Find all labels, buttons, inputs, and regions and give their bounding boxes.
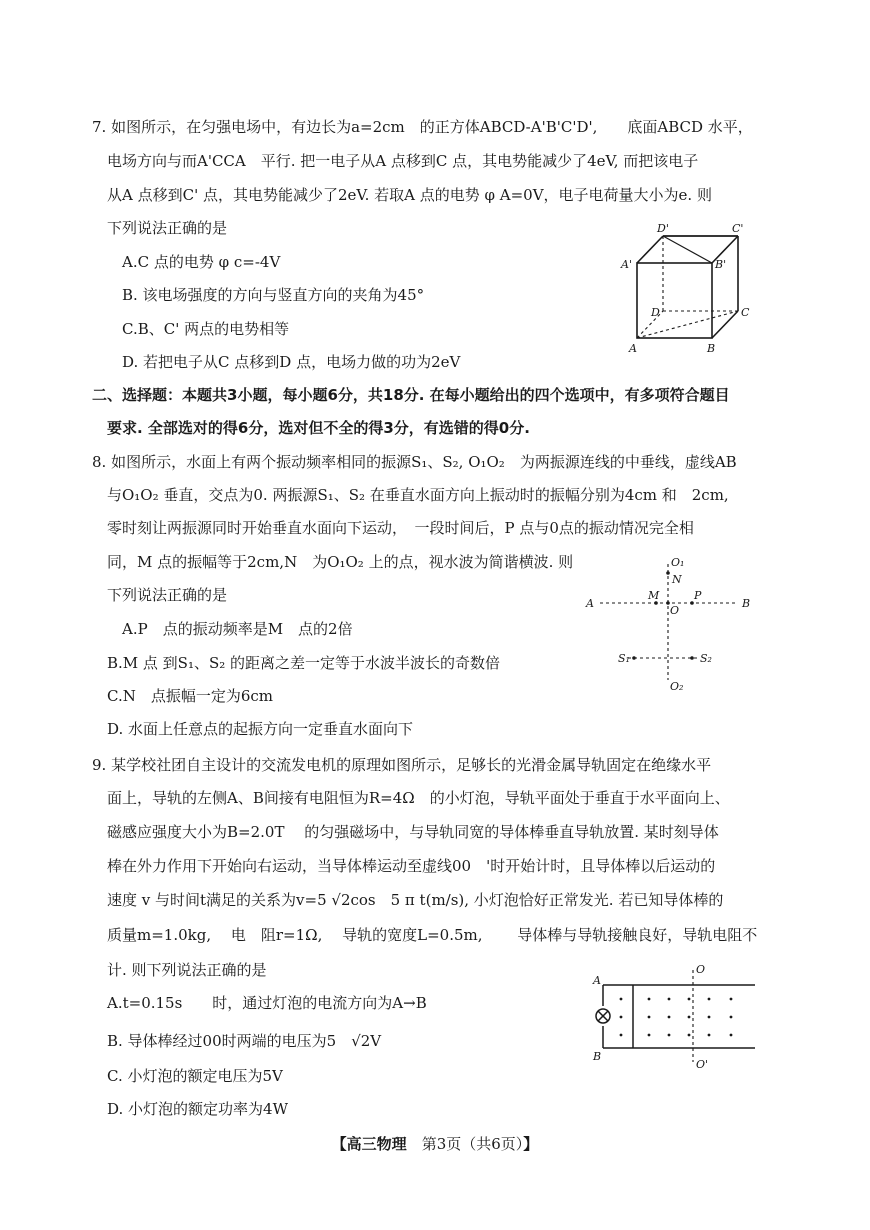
generator-figure — [585, 962, 760, 1072]
q7-line-4: 下列说法正确的是 — [107, 219, 228, 237]
q9-option-c: C. 小灯泡的额定电压为5V — [107, 1067, 283, 1085]
q9-line-5: 速度 v 与时间t满足的关系为v=5 √2cos 5 π t(m/s), 小灯泡恰好正常发光. 若已知导体棒的 — [107, 891, 724, 909]
cube-label-b-prime: B' — [715, 258, 727, 271]
wave-source-figure — [580, 552, 760, 697]
q9-option-b: B. 导体棒经过00时两端的电压为5 √2V — [107, 1032, 382, 1050]
cube-label-a: A — [629, 342, 637, 355]
q8-option-c: C.N 点振幅一定为6cm — [107, 687, 274, 705]
q9-option-d: D. 小灯泡的额定功率为4W — [107, 1100, 288, 1118]
q7-line-3: 从A 点移到C' 点，其电势能减少了2eV. 若取A 点的电势 φ A=0V，电子电荷量大小为e. 则 — [107, 186, 712, 204]
q8-line-3: 零时刻让两振源同时开始垂直水面向下运动， 一段时间后，P 点与0点的振动情况完全相 — [107, 519, 694, 537]
cube-label-c-prime: C' — [732, 222, 744, 235]
cube-figure — [615, 220, 755, 360]
cube-label-b: B — [707, 342, 716, 355]
section2-heading-2: 要求. 全部选对的得6分，选对但不全的得3分，有选错的得0分. — [107, 419, 530, 437]
wave-label-o2: O₂ — [670, 680, 684, 693]
generator-label-b: B — [593, 1050, 602, 1063]
q8-option-d: D. 水面上任意点的起振方向一定垂直水面向下 — [107, 720, 414, 738]
q8-line-4: 同，M 点的振幅等于2cm,N 为O₁O₂ 上的点，视水波为简谐横波. 则 — [107, 553, 574, 571]
generator-label-a: A — [593, 974, 601, 987]
q7-option-a: A.C 点的电势 φ c=-4V — [122, 253, 281, 271]
q9-line-3: 磁感应强度大小为B=2.0T 的匀强磁场中，与导轨同宽的导体棒垂直导轨放置. 某时刻导体 — [107, 823, 719, 841]
generator-label-o-prime: O' — [696, 1058, 709, 1071]
cube-label-d-prime: D' — [657, 222, 669, 235]
page-footer — [0, 1133, 870, 1154]
footer-bracket: 】 — [523, 1135, 539, 1153]
wave-label-a: A — [586, 597, 594, 610]
wave-label-s1: S₁ — [618, 652, 630, 665]
cube-label-a-prime: A' — [621, 258, 632, 271]
q8-line-5: 下列说法正确的是 — [107, 586, 228, 604]
q7-line-1: 7. 如图所示，在匀强电场中，有边长为a=2cm 的正方体ABCD-A'B'C'D', 底面ABCD 水平， — [92, 118, 753, 136]
q9-line-6: 质量m=1.0kg, 电 阻r=1Ω, 导轨的宽度L=0.5m, 导体棒与导轨接触良好，导轨电阻不 — [107, 926, 758, 944]
q7-option-d: D. 若把电子从C 点移到D 点，电场力做的功为2eV — [122, 353, 461, 371]
generator-label-o: O — [696, 963, 706, 976]
section2-heading-1: 二、选择题：本题共3小题，每小题6分，共18分. 在每小题给出的四个选项中，有多项符合题目 — [92, 386, 730, 404]
q7-option-c: C.B、C' 两点的电势相等 — [122, 320, 290, 338]
wave-label-o1: O₁ — [671, 556, 685, 569]
cube-label-c: C — [741, 306, 750, 319]
q8-option-b: B.M 点 到S₁、S₂ 的距离之差一定等于水波半波长的奇数倍 — [107, 654, 501, 672]
wave-label-n: N — [672, 573, 682, 586]
footer-page-number: 第3页（共6页） — [421, 1135, 524, 1153]
q8-line-1: 8. 如图所示，水面上有两个振动频率相同的振源S₁、S₂, O₁O₂ 为两振源连线的中垂线，虚线AB — [92, 453, 737, 471]
q9-line-2: 面上，导轨的左侧A、B间接有电阻恒为R=4Ω 的小灯泡，导轨平面处于垂直于水平面向上、 — [107, 789, 730, 807]
q9-line-7: 计. 则下列说法正确的是 — [107, 961, 267, 979]
cube-label-d: D — [651, 306, 660, 319]
magnetic-field-dots — [620, 998, 733, 1037]
q9-line-4: 棒在外力作用下开始向右运动，当导体棒运动至虚线00 '时开始计时，且导体棒以后运动的 — [107, 857, 716, 875]
wave-label-p: P — [694, 589, 702, 602]
footer-subject: 【高三物理 — [331, 1135, 407, 1153]
q8-line-2: 与O₁O₂ 垂直，交点为0. 两振源S₁、S₂ 在垂直水面方向上振动时的振幅分别为4cm 和 2cm, — [107, 486, 729, 504]
q8-option-a: A.P 点的振动频率是M 点的2倍 — [122, 620, 353, 638]
wave-label-m: M — [648, 589, 660, 602]
q9-option-a: A.t=0.15s 时，通过灯泡的电流方向为A→B — [107, 994, 427, 1012]
q7-line-2: 电场方向与而A'CCA 平行. 把一电子从A 点移到C 点，其电势能减少了4eV, 而把该电子 — [107, 152, 699, 170]
q7-option-b: B. 该电场强度的方向与竖直方向的夹角为45° — [122, 286, 425, 304]
wave-label-b: B — [742, 597, 751, 610]
wave-label-s2: S₂ — [700, 652, 712, 665]
wave-label-o: O — [670, 604, 680, 617]
q9-line-1: 9. 某学校社团自主设计的交流发电机的原理如图所示，足够长的光滑金属导轨固定在绝缘水平 — [92, 756, 712, 774]
